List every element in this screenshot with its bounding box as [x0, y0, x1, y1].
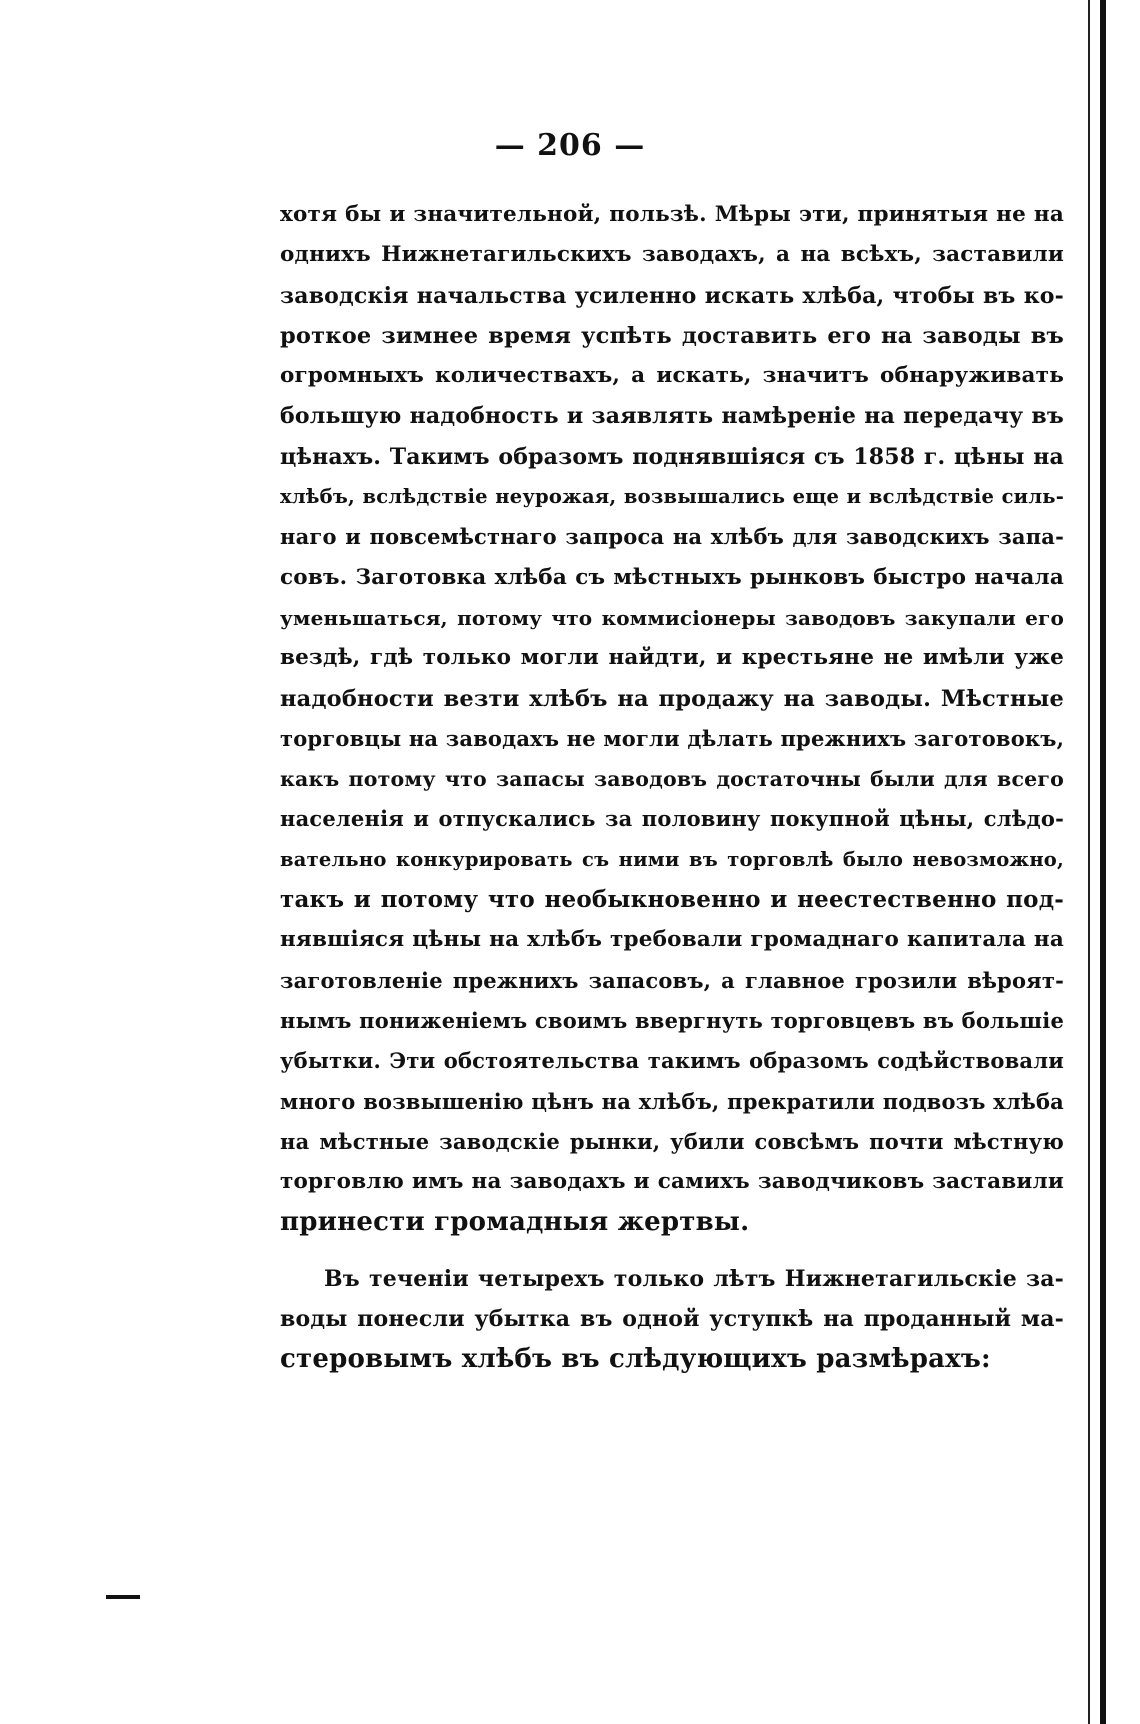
text-line: торговцы на заводахъ не могли дѣлать прежнихъ заготовокъ, — [280, 725, 1065, 751]
binding-edge — [1100, 0, 1106, 1724]
text-line: цѣнахъ. Такимъ образомъ поднявшіяся съ 1858 г. цѣны на — [280, 443, 1064, 470]
text-line: наго и повсемѣстнаго запроса на хлѣбъ для заводскихъ запа- — [280, 524, 1064, 550]
text-line: Въ теченіи четырехъ только лѣтъ Нижнетагильскіе за- — [324, 1265, 1064, 1292]
page-number: — 206 — — [494, 128, 646, 163]
binding-edge-inner — [1088, 0, 1090, 1724]
text-line: большую надобность и заявлять намѣреніе на передачу въ — [280, 403, 1064, 430]
text-line: заготовленіе прежнихъ запасовъ, а главное грозили вѣроят- — [280, 967, 1064, 993]
text-line: стеровымъ хлѣбъ въ слѣдующихъ размѣрахъ: — [280, 1344, 991, 1375]
text-line: хлѣбъ, вслѣдствіе неурожая, возвышались еще и вслѣдствіе силь- — [280, 485, 1064, 509]
paragraph-1 — [280, 195, 1064, 1243]
text-line: нымъ пониженіемъ своимъ ввергнуть торговцевъ въ большіе — [280, 1007, 1064, 1033]
text-line: вездѣ, гдѣ только могли найдти, и крестьяне не имѣли уже — [280, 645, 1064, 671]
text-line: много возвышенію цѣнъ на хлѣбъ, прекратили подвозъ хлѣба — [280, 1088, 1064, 1114]
text-line: хотя бы и значительной, пользѣ. Мѣры эти, принятыя не на — [280, 202, 1064, 227]
text-line: заводскія начальства усиленно искать хлѣба, чтобы въ ко- — [280, 282, 1064, 309]
text-line: нявшіяся цѣны на хлѣбъ требовали громаднаго капитала на — [280, 927, 1064, 953]
text-line: воды понесли убытка въ одной уступкѣ на проданный ма- — [280, 1306, 1064, 1333]
text-line: огромныхъ количествахъ, а искать, значитъ обнаруживать — [280, 363, 1064, 389]
text-line: совъ. Заготовка хлѣба съ мѣстныхъ рынковъ быстро начала — [280, 564, 1064, 590]
text-line: принести громадныя жертвы. — [280, 1207, 750, 1238]
text-line: такъ и потому что необыкновенно и неестественно под- — [280, 886, 1064, 914]
paragraph-2 — [280, 1259, 1064, 1380]
text-line: торговлю имъ на заводахъ и самихъ заводчиковъ заставили — [280, 1169, 1064, 1195]
text-line: какъ потому что запасы заводовъ достаточны были для всего — [280, 767, 1064, 792]
text-line: на мѣстные заводскіе рынки, убили совсѣмъ почти мѣстную — [280, 1128, 1064, 1154]
text-line: вательно конкурировать съ ними въ торговлѣ было невозможно, — [280, 847, 1064, 871]
text-line: уменьшаться, потому что коммисіонеры заводовъ закупали его — [280, 605, 1064, 630]
text-line: населенія и отпускались за половину покупной цѣны, слѣдо- — [280, 806, 1064, 832]
text-line: однихъ Нижнетагильскихъ заводахъ, а на всѣхъ, заставили — [280, 242, 1064, 268]
text-line: роткое зимнее время успѣть доставить его на заводы въ — [280, 322, 1064, 349]
text-line: надобности везти хлѣбъ на продажу на заводы. Мѣстные — [280, 685, 1064, 712]
paragraph-gap — [280, 1243, 1064, 1259]
body-text — [280, 195, 1064, 1380]
text-line: убытки. Эти обстоятельства такимъ образомъ содѣйствовали — [280, 1048, 1064, 1074]
margin-dash-mark — [106, 1595, 140, 1599]
